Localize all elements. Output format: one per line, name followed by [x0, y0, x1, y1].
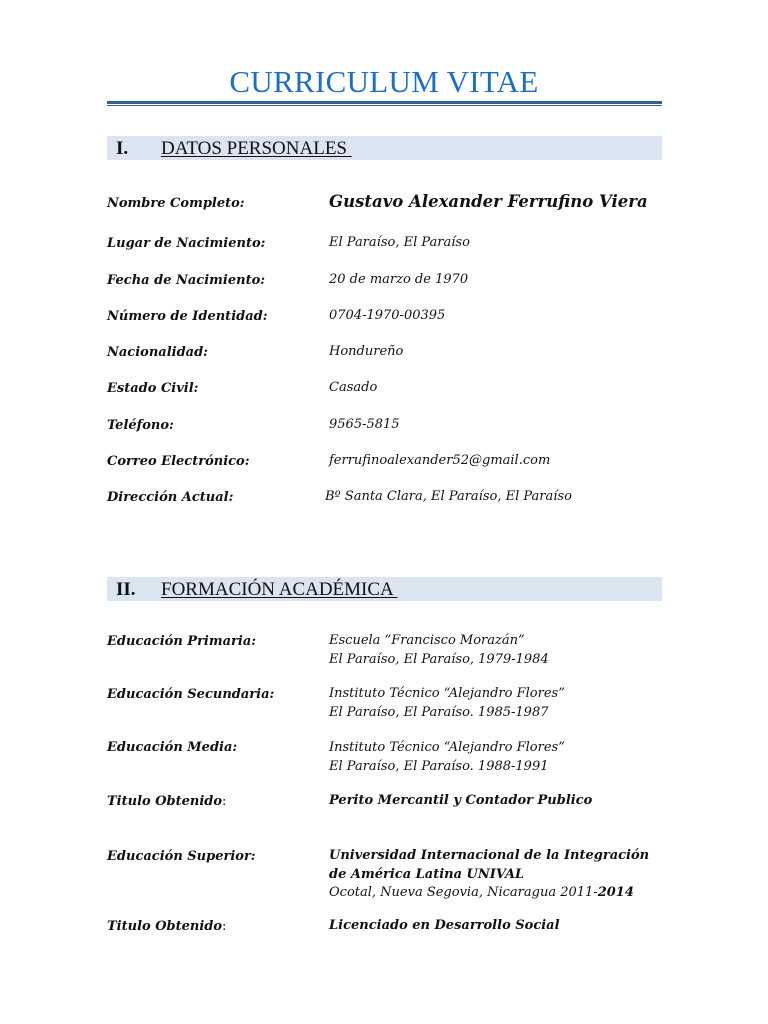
section-number: II. — [116, 579, 136, 600]
title-divider — [107, 101, 662, 104]
label-nombre-completo: Nombre Completo: — [107, 196, 245, 211]
label-titulo-obtenido-superior — [107, 919, 226, 934]
school-name: Escuela “Francisco Morazán” — [329, 633, 525, 648]
university-name: Universidad Internacional de la Integración — [329, 848, 650, 863]
value-educacion-primaria — [329, 632, 549, 669]
section-title: FORMACIÓN ACADÉMICA — [161, 579, 398, 600]
school-location-years: El Paraíso, El Paraíso, 1979-1984 — [329, 651, 549, 667]
label-titulo-obtenido — [107, 794, 226, 809]
label-numero-identidad: Número de Identidad: — [107, 309, 268, 324]
label-nacionalidad: Nacionalidad: — [107, 345, 208, 360]
value-titulo-obtenido: Perito Mercantil y Contador Publico — [329, 793, 593, 808]
label-colon: : — [222, 919, 227, 934]
value-estado-civil: Casado — [329, 380, 378, 395]
label-educacion-primaria: Educación Primaria: — [107, 634, 257, 649]
title-divider-thin — [107, 105, 662, 106]
value-educacion-secundaria — [329, 685, 565, 722]
value-fecha-nacimiento: 20 de marzo de 1970 — [329, 272, 469, 287]
value-telefono: 9565-5815 — [329, 417, 400, 432]
value-numero-identidad: 0704-1970-00395 — [329, 308, 446, 323]
university-location: Ocotal, Nueva Segovia, Nicaragua 2011- — [329, 885, 598, 900]
label-educacion-media: Educación Media: — [107, 740, 238, 755]
label-text: Titulo Obtenido — [107, 919, 223, 934]
section-header-datos-personales — [107, 136, 662, 160]
label-telefono: Teléfono: — [107, 418, 174, 433]
value-nombre-completo: Gustavo Alexander Ferrufino Viera — [329, 192, 648, 211]
university-end-year: 2014 — [597, 885, 634, 900]
university-name-cont: de América Latina UNIVAL — [329, 866, 525, 882]
label-fecha-nacimiento: Fecha de Nacimiento: — [107, 273, 266, 288]
label-direccion-actual: Dirección Actual: — [107, 490, 234, 505]
label-educacion-superior: Educación Superior: — [107, 849, 256, 864]
label-estado-civil: Estado Civil: — [107, 381, 199, 396]
section-title: DATOS PERSONALES — [161, 138, 352, 159]
university-location-years — [329, 884, 649, 903]
value-direccion-actual: Bº Santa Clara, El Paraíso, El Paraíso — [325, 489, 572, 504]
school-name: Instituto Técnico “Alejandro Flores” — [329, 686, 565, 701]
label-correo-electronico: Correo Electrónico: — [107, 454, 250, 469]
section-header-formacion-academica — [107, 577, 662, 601]
value-lugar-nacimiento: El Paraíso, El Paraíso — [329, 235, 470, 250]
value-educacion-superior — [329, 847, 649, 903]
school-location-years: El Paraíso, El Paraíso. 1988-1991 — [329, 758, 549, 774]
value-educacion-media — [329, 739, 565, 776]
section-number: I. — [116, 138, 129, 159]
school-location-years: El Paraíso, El Paraíso. 1985-1987 — [329, 704, 549, 720]
label-colon: : — [222, 794, 227, 809]
label-lugar-nacimiento: Lugar de Nacimiento: — [107, 236, 266, 251]
label-text: Titulo Obtenido — [107, 794, 223, 809]
value-nacionalidad: Hondureño — [329, 344, 404, 359]
school-name: Instituto Técnico “Alejandro Flores” — [329, 740, 565, 755]
document-title: CURRICULUM VITAE — [229, 64, 539, 99]
value-correo-electronico: ferrufinoalexander52@gmail.com — [329, 453, 551, 468]
label-educacion-secundaria: Educación Secundaria: — [107, 687, 275, 702]
value-titulo-obtenido-superior: Licenciado en Desarrollo Social — [329, 918, 560, 933]
